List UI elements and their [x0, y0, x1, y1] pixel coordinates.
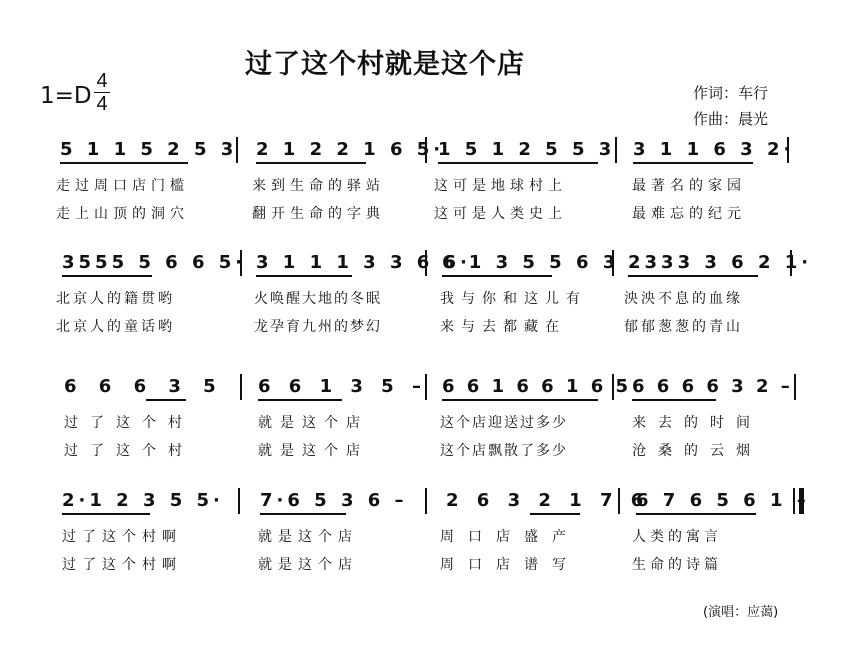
- score-system-2: [0, 248, 845, 358]
- measure-notes: 6 6 1 3 5 –: [258, 376, 427, 397]
- score-system-4: [0, 486, 845, 596]
- time-signature: [94, 70, 110, 115]
- beam-underline: [258, 399, 342, 401]
- composer-credit: 作曲：晨光: [693, 110, 769, 128]
- barline: [425, 488, 427, 514]
- lyric-verse-2: 北京人的童话哟: [56, 319, 175, 335]
- key-signature: 1=D: [40, 83, 92, 109]
- lyric-verse-2: 就是这个店: [258, 557, 358, 573]
- beam-underline: [442, 275, 552, 277]
- lyricist-credit: 作词：车行: [693, 84, 769, 102]
- beam-underline: [256, 162, 366, 164]
- measure-notes: 3 1 1 6 3 2·: [633, 139, 795, 160]
- beam-underline: [636, 513, 756, 515]
- lyric-verse-1: 北京人的籍贯哟: [56, 291, 175, 307]
- lyric-verse-1: 过了这个村: [64, 415, 194, 431]
- measure-notes: 3 1 1 1 3 3 6 6·: [256, 252, 471, 273]
- lyric-verse-2: 走上山顶的洞穴: [56, 206, 189, 222]
- barline: [794, 374, 796, 400]
- beam-underline: [633, 162, 753, 164]
- beam-underline: [260, 513, 346, 515]
- lyric-verse-2: 郁郁葱葱的青山: [624, 319, 743, 335]
- beam-underline: [530, 513, 580, 515]
- measure-notes: 6 7 6 5 6 1 –: [636, 490, 810, 511]
- measure-notes: 6 1 3 5 5 6 3: [442, 252, 620, 273]
- measure-notes: 2·1 2 3 5 5·: [62, 490, 224, 511]
- lyric-verse-2: 龙孕育九州的梦幻: [254, 319, 382, 335]
- measure-notes: 6 6 6 6 3 2 –: [632, 376, 793, 397]
- beam-underline: [62, 275, 152, 277]
- beam-underline: [628, 275, 758, 277]
- measure-notes: 6 6 6 3 5: [64, 376, 224, 397]
- time-signature-top: 4: [96, 70, 108, 92]
- barline: [615, 137, 617, 163]
- lyric-verse-2: 就是这个店: [258, 443, 368, 459]
- lyric-verse-1: 这可是地球村上: [434, 178, 567, 194]
- lyric-verse-2: 周口店谱写: [440, 557, 580, 573]
- lyric-verse-2: 最难忘的纪元: [632, 206, 746, 222]
- performer-credit: (演唱：应蔼): [703, 605, 779, 620]
- measure-notes: 2333 3 6 2 1·: [628, 252, 813, 273]
- lyric-verse-2: 这可是人类史上: [434, 206, 567, 222]
- measure-notes: 2 1 2 2 1 6 5·: [256, 139, 445, 160]
- lyric-verse-1: 走过周口店门槛: [56, 178, 189, 194]
- lyric-verse-1: 过了这个村啊: [62, 529, 182, 545]
- measure-notes: 1 5 1 2 5 5 3: [438, 139, 616, 160]
- lyric-verse-1: 周口店盛产: [440, 529, 580, 545]
- lyric-verse-1: 人类的寓言: [632, 529, 722, 545]
- lyric-verse-2: 来与去都藏在: [440, 319, 566, 335]
- beam-underline: [632, 399, 716, 401]
- lyric-verse-1: 来去的时间: [632, 415, 762, 431]
- lyric-verse-1: 我与你和这儿有: [440, 291, 587, 307]
- lyric-verse-2: 过了这个村: [64, 443, 194, 459]
- measure-notes: 5 1 1 5 2 5 3: [60, 139, 238, 160]
- barline: [240, 374, 242, 400]
- lyric-verse-1: 这个店迎送过多少: [440, 415, 568, 431]
- credits: [693, 80, 768, 132]
- song-title: 过了这个村就是这个店: [245, 49, 525, 80]
- score-system-3: [0, 372, 845, 482]
- measure-notes: 2 6 3 2 1 7 6: [446, 490, 650, 511]
- beam-underline: [442, 399, 598, 401]
- lyric-verse-2: 生命的诗篇: [632, 557, 722, 573]
- measure-notes: 7·6 5 3 6 –: [260, 490, 408, 511]
- beam-underline: [60, 162, 188, 164]
- lyric-verse-1: 泱泱不息的血缘: [624, 291, 743, 307]
- lyric-verse-1: 就是这个店: [258, 415, 368, 431]
- lyric-verse-1: 最著名的家园: [632, 178, 746, 194]
- beam-underline: [256, 275, 352, 277]
- score-system-1: [0, 135, 845, 245]
- time-signature-bottom: 4: [96, 93, 108, 115]
- beam-underline: [146, 399, 186, 401]
- measure-notes: 6 6 1 6 6 1 6 5: [442, 376, 632, 397]
- lyric-verse-2: 翻开生命的字典: [252, 206, 385, 222]
- lyric-verse-2: 沧桑的云烟: [632, 443, 762, 459]
- beam-underline: [62, 513, 150, 515]
- lyric-verse-1: 就是这个店: [258, 529, 358, 545]
- lyric-verse-1: 火唤醒大地的冬眠: [254, 291, 382, 307]
- barline: [238, 488, 240, 514]
- lyric-verse-2: 过了这个村啊: [62, 557, 182, 573]
- lyric-verse-2: 这个店飘散了多少: [440, 443, 568, 459]
- beam-underline: [438, 162, 598, 164]
- measure-notes: 3555 5 6 6 5·: [62, 252, 247, 273]
- lyric-verse-1: 来到生命的驿站: [252, 178, 385, 194]
